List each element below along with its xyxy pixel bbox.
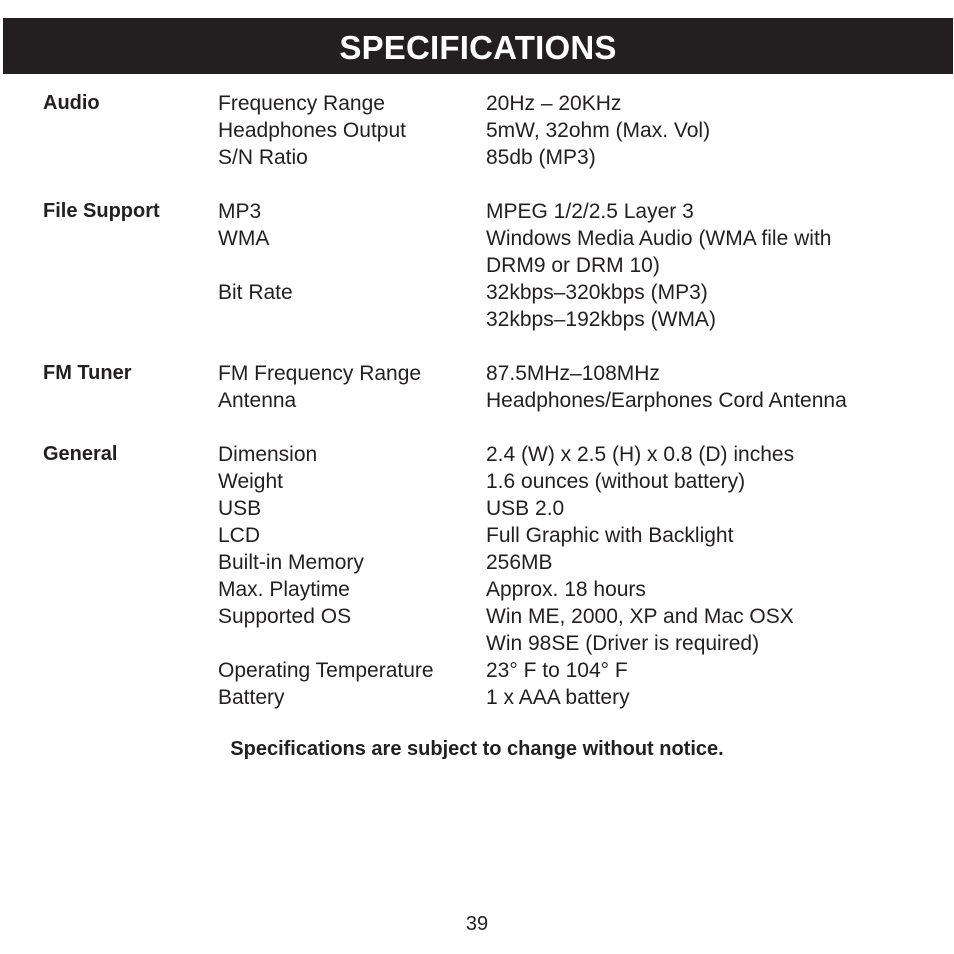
spec-row [43, 117, 923, 144]
spec-row [43, 630, 923, 657]
section-general [43, 441, 923, 711]
section-fm-tuner [43, 360, 923, 414]
spec-item: Supported OS [218, 605, 352, 628]
spec-value: DRM9 or DRM 10) [486, 254, 660, 277]
spec-row [43, 144, 923, 171]
spec-item: Frequency Range [218, 92, 385, 115]
spec-row [43, 225, 923, 252]
spec-value: 1 x AAA battery [486, 686, 630, 709]
spec-item: WMA [218, 227, 270, 250]
spec-row [43, 279, 923, 306]
spec-item: FM Frequency Range [218, 362, 422, 385]
spec-row [43, 603, 923, 630]
spec-row [43, 495, 923, 522]
spec-value: Headphones/Earphones Cord Antenna [486, 389, 847, 412]
title-bar [3, 18, 953, 74]
spec-item: Weight [218, 470, 283, 493]
spec-row [43, 306, 923, 333]
spec-value: USB 2.0 [486, 497, 565, 520]
spec-item: Battery [218, 686, 285, 709]
spec-value: MPEG 1/2/2.5 Layer 3 [486, 200, 694, 223]
category-label: Audio [43, 92, 100, 114]
spec-row [43, 252, 923, 279]
spec-item: Operating Temperature [218, 659, 434, 682]
spec-value: 85db (MP3) [486, 146, 596, 169]
section-file-support [43, 198, 923, 333]
spec-value: 256MB [486, 551, 553, 574]
spec-item: MP3 [218, 200, 262, 223]
spec-item: Headphones Output [218, 119, 406, 142]
spec-item: Max. Playtime [218, 578, 350, 601]
spec-value: 2.4 (W) x 2.5 (H) x 0.8 (D) inches [486, 443, 795, 466]
spec-row [43, 90, 923, 117]
spec-value: Win 98SE (Driver is required) [486, 632, 760, 655]
spec-value: 5mW, 32ohm (Max. Vol) [486, 119, 711, 142]
spec-row [43, 198, 923, 225]
spec-table [43, 90, 923, 738]
category-label: FM Tuner [43, 362, 132, 384]
spec-value: Win ME, 2000, XP and Mac OSX [486, 605, 794, 628]
spec-row [43, 468, 923, 495]
section-audio [43, 90, 923, 171]
spec-row [43, 360, 923, 387]
page-number: 39 [465, 913, 489, 935]
spec-item: USB [218, 497, 262, 520]
spec-value: 1.6 ounces (without battery) [486, 470, 746, 493]
category-label: General [43, 443, 118, 465]
spec-item: Dimension [218, 443, 318, 466]
spec-value: 32kbps–192kbps (WMA) [486, 308, 716, 331]
spec-row [43, 387, 923, 414]
category-label: File Support [43, 200, 160, 222]
spec-row [43, 576, 923, 603]
spec-item: S/N Ratio [218, 146, 308, 169]
spec-item: Built-in Memory [218, 551, 364, 574]
spec-value: 87.5MHz–108MHz [486, 362, 660, 385]
spec-row [43, 522, 923, 549]
spec-row [43, 684, 923, 711]
spec-row [43, 657, 923, 684]
spec-item: LCD [218, 524, 261, 547]
change-notice: Specifications are subject to change without notice. [230, 738, 724, 760]
spec-row [43, 549, 923, 576]
spec-row [43, 441, 923, 468]
spec-value: Windows Media Audio (WMA file with [486, 227, 832, 250]
spec-value: 20Hz – 20KHz [486, 92, 622, 115]
spec-item: Antenna [218, 389, 297, 412]
spec-value: 23° F to 104° F [486, 659, 628, 682]
spec-value: Full Graphic with Backlight [486, 524, 734, 547]
spec-item: Bit Rate [218, 281, 293, 304]
spec-value: Approx. 18 hours [486, 578, 646, 601]
spec-value: 32kbps–320kbps (MP3) [486, 281, 708, 304]
page-title: SPECIFICATIONS [339, 28, 617, 66]
